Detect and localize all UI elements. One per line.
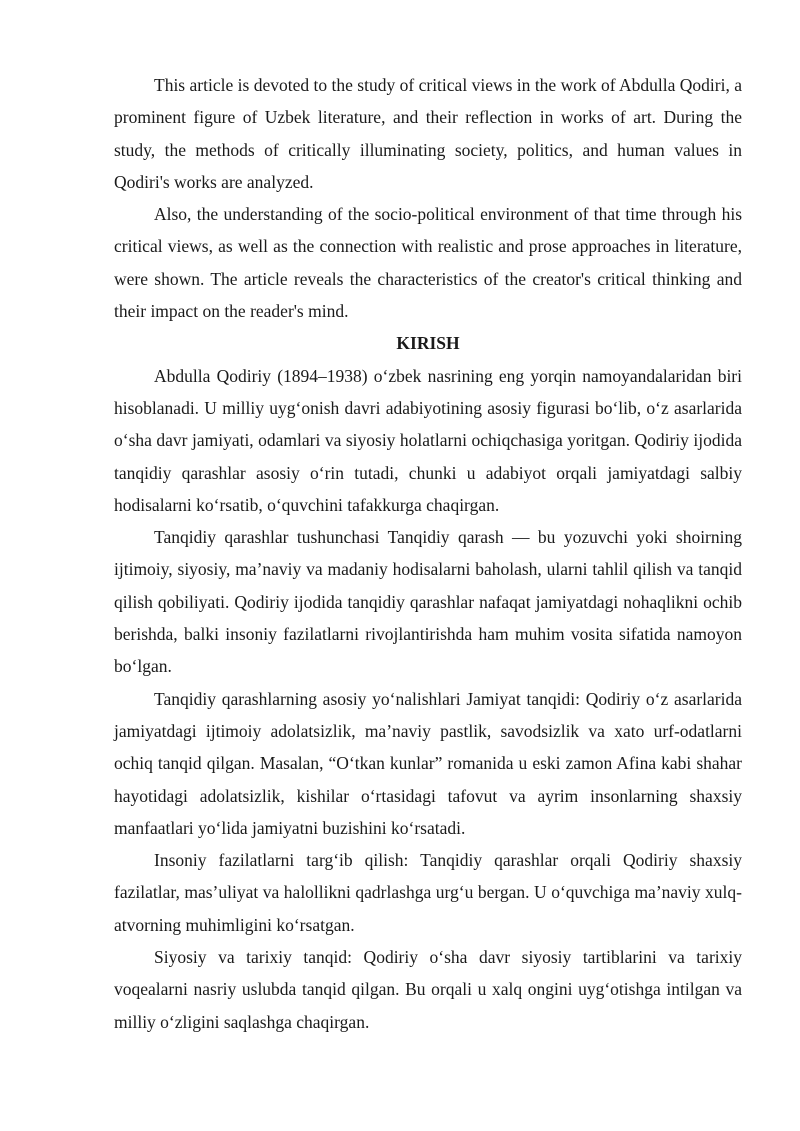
body-paragraph-1: Abdulla Qodiriy (1894–1938) o‘zbek nasrining eng yorqin namoyandalaridan biri hisoblanadi. U milliy uyg‘onish davri adabiyotining asosiy figurasi bo‘lib, o‘z asarlarida o‘sha davr jamiyati, odamlari va siyosiy holatlarni ochiqchasiga yoritgan. Qodiriy ijodida tanqidiy qarashlar asosiy o‘rin tutadi, chunki u adabiyot orqali jamiyatdagi salbiy hodisalarni ko‘rsatib, o‘quvchini tafakkurga chaqirgan. — [114, 365, 742, 515]
abstract-paragraph-1: This article is devoted to the study of critical views in the work of Abdulla Qodiri, a prominent figure of Uzbek literature, and their reflection in works of art. During the study, the methods of critically illuminating society, politics, and human values in Qodiri's works are analyzed. — [114, 75, 742, 192]
section-heading: KIRISH — [396, 333, 460, 354]
body-paragraph-4: Insoniy fazilatlarni targ‘ib qilish: Tanqidiy qarashlar orqali Qodiriy shaxsiy fazilatlar, mas’uliyat va halollikni qadrlashga urg‘u bergan. U o‘quvchiga ma’naviy xulq-atvorning muhimligini ko‘rsatgan. — [114, 850, 742, 935]
body-paragraph-2: Tanqidiy qarashlar tushunchasi Tanqidiy qarash — bu yozuvchi yoki shoirning ijtimoiy, siyosiy, ma’naviy va madaniy hodisalarni baholash, ularni tahlil qilish va tanqid qilish qobiliyati. Qodiriy ijodida tanqidiy qarashlar nafaqat jamiyatdagi nohaqlikni ochib berishda, balki insoniy fazilatlarni rivojlantirishda ham muhim vosita sifatida namoyon bo‘lgan. — [114, 527, 742, 677]
abstract-paragraph-2: Also, the understanding of the socio-political environment of that time through his critical views, as well as the connection with realistic and prose approaches in literature, were shown. The article reveals the characteristics of the creator's critical thinking and their impact on the reader's mind. — [114, 204, 742, 322]
document-body — [114, 69, 742, 1038]
body-paragraph-3: Tanqidiy qarashlarning asosiy yo‘nalishlari Jamiyat tanqidi: Qodiriy o‘z asarlarida jamiyatdagi ijtimoiy adolatsizlik, ma’naviy pastlik, savodsizlik va xato urf-odatlarni ochiq tanqid qilgan. Masalan, “O‘tkan kunlar” romanida u eski zamon Afina kabi shahar hayotidagi adolatsizlik, kishilar o‘rtasidagi tafovut va ayrim insonlarning shaxsiy manfaatlari yo‘lida jamiyatni buzishini ko‘rsatadi. — [114, 688, 742, 838]
body-paragraph-5: Siyosiy va tarixiy tanqid: Qodiriy o‘sha davr siyosiy tartiblarini va tarixiy voqealarni nasriy uslubda tanqid qilgan. Bu orqali u xalq ongini uyg‘otishga intilgan va milliy o‘zligini saqlashga chaqirgan. — [114, 947, 742, 1032]
